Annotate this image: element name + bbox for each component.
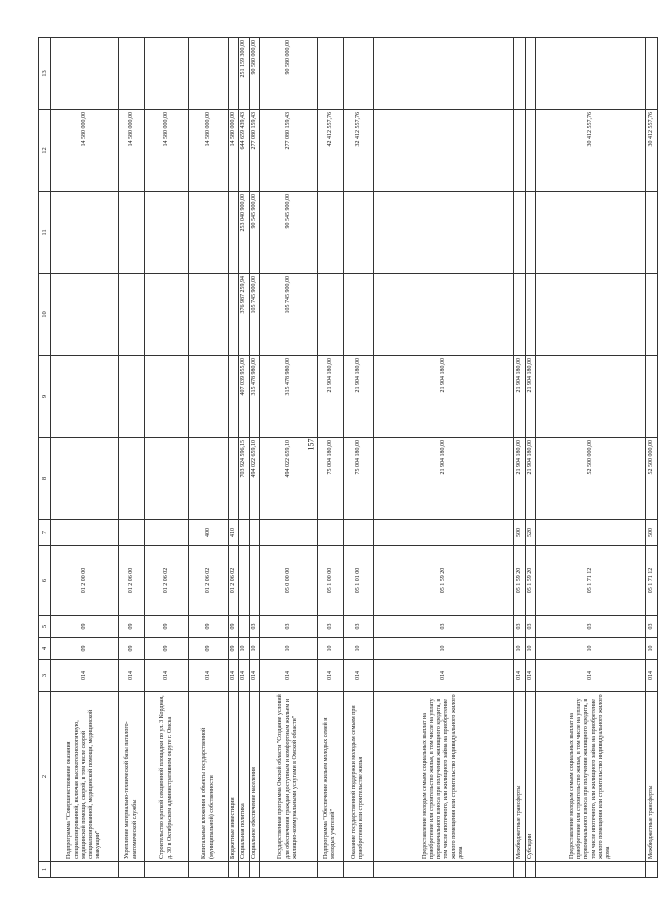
cell-c11: [525, 192, 535, 274]
cell-c4: 10: [525, 638, 535, 660]
cell-c6: 05 1 71 12: [646, 546, 658, 616]
cell-c9: [646, 356, 658, 438]
row-marker-cell: [513, 862, 525, 878]
cell-c11: 253 040 900,00: [239, 192, 249, 274]
cell-c10: [536, 274, 646, 356]
cell-c6: 01 2 06 02: [145, 546, 189, 616]
cell-c6: 05 0 00 00: [259, 546, 317, 616]
cell-c7: [259, 520, 317, 546]
cell-c9: [229, 356, 239, 438]
cell-c13: [145, 38, 189, 110]
cell-c3: 014: [513, 660, 525, 692]
column-number-6: 6: [39, 546, 51, 616]
cell-c8: 21 904 180,00: [513, 438, 525, 520]
cell-c4: 10: [317, 638, 343, 660]
row-name-cell: Подпрограмма "Обеспечение жильем молодых семей и молодых учителей": [317, 692, 343, 862]
cell-c6: 05 1 00 00: [317, 546, 343, 616]
cell-c8: 494 022 659,10: [259, 438, 317, 520]
cell-c4: 09: [145, 638, 189, 660]
cell-c3: 014: [259, 660, 317, 692]
column-number-5: 5: [39, 616, 51, 638]
cell-c4: 10: [536, 638, 646, 660]
table-row: [189, 38, 229, 878]
cell-c8: 52 500 000,00: [646, 438, 658, 520]
row-marker-cell: [229, 862, 239, 878]
row-marker-cell: [51, 862, 119, 878]
cell-c4: 09: [189, 638, 229, 660]
cell-c10: 105 745 900,00: [249, 274, 259, 356]
row-name-cell: Субсидии: [525, 692, 535, 862]
cell-c7: 410: [229, 520, 239, 546]
table-row: [525, 38, 535, 878]
cell-c11: [646, 192, 658, 274]
cell-c5: [239, 616, 249, 638]
table-row: [119, 38, 145, 878]
cell-c4: 10: [239, 638, 249, 660]
cell-c9: 315 478 980,00: [249, 356, 259, 438]
cell-c8: 494 022 659,10: [249, 438, 259, 520]
column-number-8: 8: [39, 438, 51, 520]
cell-c10: [513, 274, 525, 356]
cell-c9: 407 039 955,00: [239, 356, 249, 438]
table-row: [317, 38, 343, 878]
cell-c10: [525, 274, 535, 356]
cell-c10: [317, 274, 343, 356]
column-number-11: 11: [39, 192, 51, 274]
column-number-row: [39, 38, 51, 878]
cell-c3: 014: [229, 660, 239, 692]
cell-c9: 21 904 180,00: [317, 356, 343, 438]
row-marker-cell: [249, 862, 259, 878]
row-marker-cell: [536, 862, 646, 878]
row-marker-cell: [119, 862, 145, 878]
cell-c7: 500: [646, 520, 658, 546]
cell-c3: 014: [249, 660, 259, 692]
cell-c10: [51, 274, 119, 356]
cell-c5: 03: [343, 616, 373, 638]
cell-c10: [646, 274, 658, 356]
row-name-cell: Предоставление молодым семьям социальных выплат на приобретение или строительство жилья, в том числе на уплату первоначального взноса при получении жилищного кредита, в том числе ипотечного, или жилищного займа на приобретение жилого помещения или строительство индивидуального жилого дома: [536, 692, 646, 862]
cell-c9: 21 904 180,00: [513, 356, 525, 438]
row-marker-cell: [525, 862, 535, 878]
table-row: [249, 38, 259, 878]
table-row: [373, 38, 513, 878]
cell-c6: [239, 546, 249, 616]
cell-c12: [373, 110, 513, 192]
cell-c12: [513, 110, 525, 192]
cell-c7: [119, 520, 145, 546]
row-name-cell: Укрепление материально-технической базы паталого-анатомической службы: [119, 692, 145, 862]
row-name-cell: Межбюджетные трансферты: [646, 692, 658, 862]
cell-c6: 01 2 00 00: [51, 546, 119, 616]
cell-c13: [119, 38, 145, 110]
cell-c7: [536, 520, 646, 546]
cell-c12: 14 580 000,00: [119, 110, 145, 192]
cell-c12: 32 412 557,76: [343, 110, 373, 192]
table-row: [343, 38, 373, 878]
cell-c9: [119, 356, 145, 438]
cell-c3: 014: [525, 660, 535, 692]
cell-c7: [239, 520, 249, 546]
column-number-1: 1: [39, 862, 51, 878]
cell-c13: 251 159 300,00: [239, 38, 249, 110]
cell-c9: [536, 356, 646, 438]
cell-c7: [249, 520, 259, 546]
cell-c11: [343, 192, 373, 274]
cell-c4: 09: [119, 638, 145, 660]
cell-c4: 10: [249, 638, 259, 660]
cell-c5: 03: [259, 616, 317, 638]
cell-c12: 277 080 159,43: [249, 110, 259, 192]
cell-c12: [525, 110, 535, 192]
row-marker-cell: [373, 862, 513, 878]
cell-c5: 09: [189, 616, 229, 638]
cell-c3: 014: [51, 660, 119, 692]
cell-c4: 09: [51, 638, 119, 660]
cell-c5: 03: [513, 616, 525, 638]
cell-c13: [373, 38, 513, 110]
cell-c13: 90 580 000,00: [259, 38, 317, 110]
cell-c7: [343, 520, 373, 546]
cell-c6: [249, 546, 259, 616]
column-number-7: 7: [39, 520, 51, 546]
cell-c11: [229, 192, 239, 274]
cell-c4: 10: [646, 638, 658, 660]
cell-c12: 277 080 159,43: [259, 110, 317, 192]
row-marker-cell: [317, 862, 343, 878]
cell-c6: 05 1 59 20: [513, 546, 525, 616]
budget-table: [38, 37, 658, 878]
row-name-cell: Социальная политика: [239, 692, 249, 862]
cell-c3: 014: [145, 660, 189, 692]
cell-c8: [119, 438, 145, 520]
cell-c9: [145, 356, 189, 438]
column-number-12: 12: [39, 110, 51, 192]
table-row: [536, 38, 646, 878]
cell-c9: [51, 356, 119, 438]
table-row: [513, 38, 525, 878]
cell-c13: [317, 38, 343, 110]
cell-c4: 09: [229, 638, 239, 660]
cell-c5: 03: [646, 616, 658, 638]
cell-c8: [229, 438, 239, 520]
column-number-13: 13: [39, 38, 51, 110]
cell-c9: 21 904 180,00: [525, 356, 535, 438]
cell-c3: 014: [239, 660, 249, 692]
row-name-cell: Подпрограмма "Совершенствование оказания специализированной, включая высокотехнологичную, медицинской помощи, скорой, в том числе скорой специализированной, медицинской помощи, медицинской эвакуации": [51, 692, 119, 862]
cell-c13: [343, 38, 373, 110]
row-name-cell: Государственная программа Омской области "Создание условий для обеспечения граждан доступным и комфортным жильем и жилищно-коммунальными услугами в Омской области": [259, 692, 317, 862]
cell-c8: 75 004 180,00: [343, 438, 373, 520]
cell-c11: 90 545 900,00: [259, 192, 317, 274]
row-name-cell: Оказание государственной поддержки молодым семьям при приобретении или строительстве жилья: [343, 692, 373, 862]
table-body: [39, 38, 658, 878]
cell-c11: [373, 192, 513, 274]
column-number-3: 3: [39, 660, 51, 692]
column-number-10: 10: [39, 274, 51, 356]
rotated-budget-table-container: [38, 38, 655, 878]
cell-c9: 21 904 180,00: [373, 356, 513, 438]
cell-c3: 014: [119, 660, 145, 692]
cell-c12: 14 580 000,00: [145, 110, 189, 192]
table-row: [51, 38, 119, 878]
row-marker-cell: [145, 862, 189, 878]
cell-c8: [51, 438, 119, 520]
cell-c8: 75 004 180,00: [317, 438, 343, 520]
cell-c4: 10: [513, 638, 525, 660]
cell-c8: 52 500 000,00: [536, 438, 646, 520]
table-row: [145, 38, 189, 878]
column-number-2: 2: [39, 692, 51, 862]
cell-c12: 14 580 000,00: [51, 110, 119, 192]
page-number: 157: [306, 438, 316, 451]
cell-c9: 315 478 980,00: [259, 356, 317, 438]
cell-c12: 30 412 557,76: [646, 110, 658, 192]
cell-c5: 03: [536, 616, 646, 638]
row-name-cell: Межбюджетные трансферты: [513, 692, 525, 862]
row-marker-cell: [239, 862, 249, 878]
cell-c5: 09: [119, 616, 145, 638]
cell-c11: 90 545 900,00: [249, 192, 259, 274]
table-row: [229, 38, 239, 878]
cell-c11: [317, 192, 343, 274]
cell-c10: [229, 274, 239, 356]
row-marker-cell: [646, 862, 658, 878]
cell-c5: 03: [317, 616, 343, 638]
cell-c5: 03: [525, 616, 535, 638]
cell-c12: 14 580 000,00: [229, 110, 239, 192]
cell-c5: 03: [373, 616, 513, 638]
table-row: [239, 38, 249, 878]
row-marker-cell: [259, 862, 317, 878]
cell-c7: [145, 520, 189, 546]
column-number-4: 4: [39, 638, 51, 660]
cell-c6: 01 2 06 00: [119, 546, 145, 616]
cell-c8: 703 924 596,15: [239, 438, 249, 520]
cell-c6: 01 2 06 02: [189, 546, 229, 616]
cell-c13: [189, 38, 229, 110]
cell-c12: 30 412 557,76: [536, 110, 646, 192]
cell-c11: [189, 192, 229, 274]
cell-c4: 10: [343, 638, 373, 660]
cell-c6: 05 1 01 00: [343, 546, 373, 616]
cell-c7: 400: [189, 520, 229, 546]
cell-c10: [119, 274, 145, 356]
cell-c3: 014: [536, 660, 646, 692]
cell-c10: 105 745 900,00: [259, 274, 317, 356]
cell-c13: [646, 38, 658, 110]
cell-c10: 376 987 259,94: [239, 274, 249, 356]
cell-c11: [513, 192, 525, 274]
row-marker-cell: [189, 862, 229, 878]
cell-c4: 10: [373, 638, 513, 660]
cell-c13: [513, 38, 525, 110]
cell-c3: 014: [317, 660, 343, 692]
cell-c8: 21 904 180,00: [525, 438, 535, 520]
cell-c13: [525, 38, 535, 110]
cell-c13: [536, 38, 646, 110]
cell-c13: [51, 38, 119, 110]
row-name-cell: Социальное обеспечение населения: [249, 692, 259, 862]
table-row: [259, 38, 317, 878]
cell-c8: 21 904 180,00: [373, 438, 513, 520]
cell-c9: 21 904 180,00: [343, 356, 373, 438]
cell-c6: 05 1 71 12: [536, 546, 646, 616]
cell-c7: 500: [513, 520, 525, 546]
row-name-cell: Бюджетные инвестиции: [229, 692, 239, 862]
cell-c3: 014: [189, 660, 229, 692]
row-marker-cell: [343, 862, 373, 878]
cell-c11: [51, 192, 119, 274]
cell-c11: [536, 192, 646, 274]
cell-c6: 01 2 06 02: [229, 546, 239, 616]
cell-c7: [51, 520, 119, 546]
cell-c5: 09: [145, 616, 189, 638]
cell-c3: 014: [373, 660, 513, 692]
row-name-cell: Строительство краткой секционной площадки по ул. 3 Кордная, д. 30 в Октябрьском административном округе г. Омска: [145, 692, 189, 862]
cell-c5: 03: [249, 616, 259, 638]
cell-c7: 520: [525, 520, 535, 546]
cell-c13: 90 580 000,00: [249, 38, 259, 110]
cell-c6: 05 1 59 20: [525, 546, 535, 616]
cell-c3: 014: [646, 660, 658, 692]
cell-c4: 10: [259, 638, 317, 660]
cell-c13: [229, 38, 239, 110]
cell-c3: 014: [343, 660, 373, 692]
row-name-cell: Предоставление молодым семьям социальных выплат на приобретение или строительство жилья, в том числе на уплату первоначального взноса при получении жилищного кредита, в том числе ипотечного, или жилищного займа на приобретение жилого помещения или строительство индивидуального жилого дома: [373, 692, 513, 862]
cell-c10: [373, 274, 513, 356]
cell-c11: [145, 192, 189, 274]
cell-c12: 42 412 557,76: [317, 110, 343, 192]
column-number-9: 9: [39, 356, 51, 438]
cell-c7: [317, 520, 343, 546]
cell-c8: [189, 438, 229, 520]
cell-c10: [189, 274, 229, 356]
cell-c12: 644 659 439,43: [239, 110, 249, 192]
table-row: [646, 38, 658, 878]
cell-c9: [189, 356, 229, 438]
cell-c10: [343, 274, 373, 356]
cell-c7: [373, 520, 513, 546]
row-name-cell: Капитальные вложения в объекты государственной (муниципальной) собственности: [189, 692, 229, 862]
cell-c12: 14 580 000,00: [189, 110, 229, 192]
cell-c6: 05 1 59 20: [373, 546, 513, 616]
cell-c11: [119, 192, 145, 274]
cell-c5: 09: [229, 616, 239, 638]
cell-c5: 09: [51, 616, 119, 638]
cell-c10: [145, 274, 189, 356]
cell-c8: [145, 438, 189, 520]
